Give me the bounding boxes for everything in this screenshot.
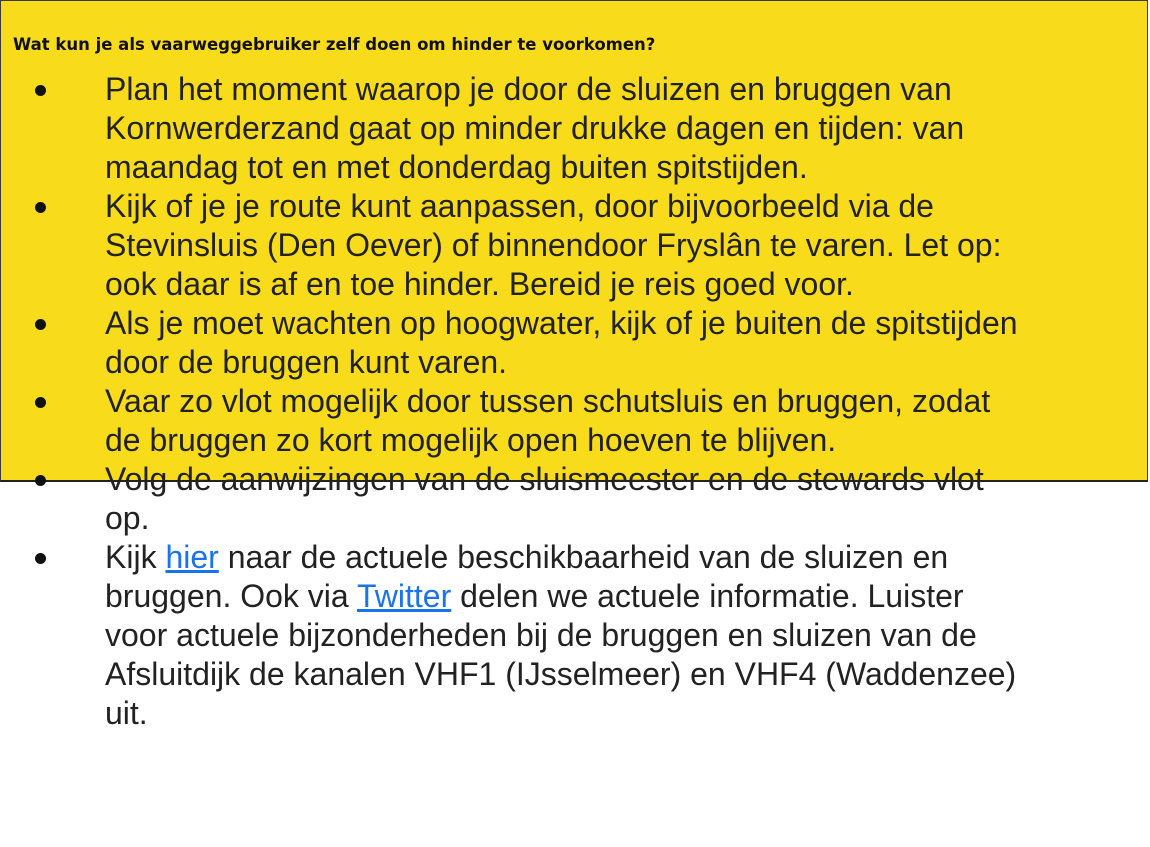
list-item-line: ook daar is af en toe hinder. Bereid je reis goed voor. [105,266,854,302]
twitter-link[interactable]: Twitter [357,578,452,614]
list-item [0,304,1150,382]
bullet-icon [35,553,46,564]
bullet-icon [35,319,46,330]
list-item-line: Afsluitdijk de kanalen VHF1 (IJsselmeer) en VHF4 (Waddenzee) [105,656,1017,692]
hier-link[interactable]: hier [165,539,219,575]
bullet-icon [35,397,46,408]
bullet-icon [35,475,46,486]
text-segment: delen we actuele informatie. Luister [451,578,964,614]
list-item-line: Plan het moment waarop je door de sluizen en bruggen van [105,71,952,107]
tips-list [0,70,1150,733]
list-item-line: maandag tot en met donderdag buiten spitstijden. [105,149,808,185]
text-segment: bruggen. Ook via [105,578,358,614]
list-item-line [105,577,1138,616]
list-item-line: Als je moet wachten op hoogwater, kijk of je buiten de spitstijden [105,305,1018,341]
list-item-line: door de bruggen kunt varen. [105,344,508,380]
list-item-line: Volg de aanwijzingen van de sluismeester en de stewards vlot [105,461,984,497]
list-item [0,187,1150,304]
bullet-icon [35,202,46,213]
list-item-line: op. [105,500,150,536]
list-item-line: de bruggen zo kort mogelijk open hoeven te blijven. [105,422,837,458]
list-item-line [105,538,1138,577]
list-item-line: uit. [105,695,148,731]
section-heading: Wat kun je als vaarweggebruiker zelf doen om hinder te voorkomen? [13,35,656,54]
list-item [0,538,1150,733]
list-item-line: Vaar zo vlot mogelijk door tussen schutsluis en bruggen, zodat [105,383,991,419]
list-item-line: Stevinsluis (Den Oever) of binnendoor Fryslân te varen. Let op: [105,227,1002,263]
list-item [0,460,1150,538]
bullet-icon [35,85,46,96]
list-item-line: Kijk of je je route kunt aanpassen, door bijvoorbeeld via de [105,188,934,224]
text-segment: naar de actuele beschikbaarheid van de sluizen en [218,539,949,575]
list-item [0,70,1150,187]
text-segment: Kijk [105,539,166,575]
list-item [0,382,1150,460]
list-item-line: voor actuele bijzonderheden bij de bruggen en sluizen van de [105,617,977,653]
list-item-line: Kornwerderzand gaat op minder drukke dagen en tijden: van [105,110,965,146]
